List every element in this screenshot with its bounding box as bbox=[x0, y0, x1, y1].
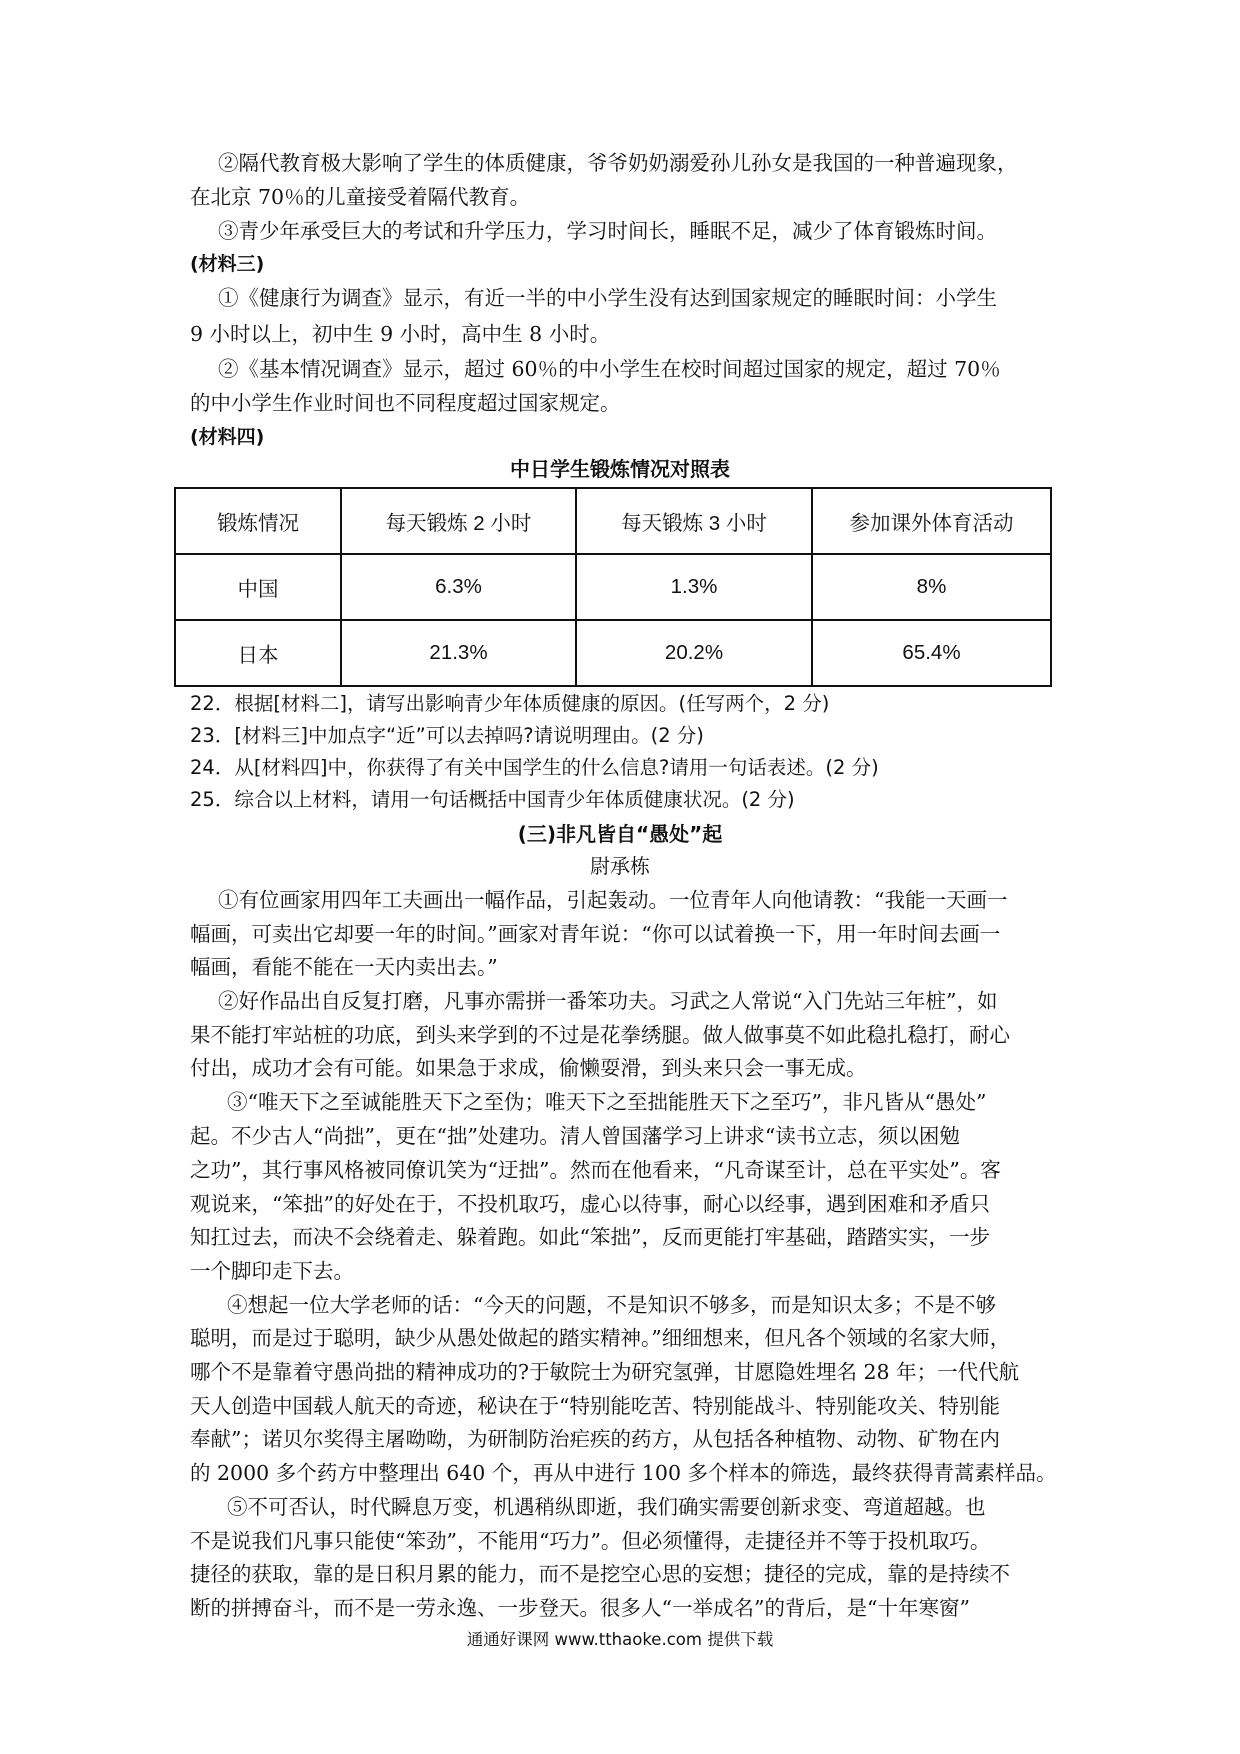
text-line: 捷径的获取，靠的是日积月累的能力，而不是挖空心思的妄想；捷径的完成，靠的是持续不 bbox=[190, 1562, 1010, 1586]
table-cell: 1.3% bbox=[576, 554, 812, 620]
text-line: 幅画，看能不能在一天内卖出去。” bbox=[190, 955, 498, 979]
material-heading: (材料三) bbox=[190, 253, 265, 275]
table-header-cell: 锻炼情况 bbox=[175, 488, 341, 554]
question-22: 22．根据[材料二]，请写出影响青少年体质健康的原因。(任写两个，2 分) bbox=[190, 692, 830, 715]
table-header-cell: 每天锻炼 3 小时 bbox=[576, 488, 812, 554]
text-line: 哪个不是靠着守愚尚拙的精神成功的?于敏院士为研究氢弹，甘愿隐姓埋名 28 年；一代代航 bbox=[190, 1360, 1020, 1384]
text-line: 的 2000 多个药方中整理出 640 个，再从中进行 100 多个样本的筛选，最终获得青蒿素样品。 bbox=[190, 1461, 1057, 1485]
question-23: 23．[材料三]中加点字“近”可以去掉吗?请说明理由。(2 分) bbox=[190, 724, 704, 747]
text-line: ⑤不可否认，时代瞬息万变，机遇稍纵即逝，我们确实需要创新求变、弯道超越。也 bbox=[227, 1495, 986, 1519]
text-line: ④想起一位大学老师的话：“今天的问题，不是知识不够多，而是知识太多；不是不够 bbox=[227, 1293, 996, 1317]
table-header-cell: 参加课外体育活动 bbox=[812, 488, 1051, 554]
text-line: 幅画，可卖出它却要一年的时间。”画家对青年说：“你可以试着换一下，用一年时间去画一 bbox=[190, 922, 1001, 946]
text-line: 不是说我们凡事只能使“笨劲”，不能用“巧力”。但必须懂得，走捷径并不等于投机取巧。 bbox=[190, 1529, 991, 1553]
text-line: 起。不少古人“尚拙”，更在“拙”处建功。清人曾国藩学习上讲求“读书立志，须以困勉 bbox=[190, 1124, 960, 1148]
text-line: 聪明，而是过于聪明，缺少从愚处做起的踏实精神。”细细想来，但凡各个领域的名家大师， bbox=[190, 1326, 1011, 1350]
table-title: 中日学生锻炼情况对照表 bbox=[510, 457, 730, 481]
text-line: 天人创造中国载人航天的奇迹，秘诀在于“特别能吃苦、特别能战斗、特别能攻关、特别能 bbox=[190, 1394, 1000, 1418]
table-cell: 21.3% bbox=[341, 620, 576, 686]
table-header-row bbox=[175, 488, 1051, 554]
text-line: 在北京 70％的儿童接受着隔代教育。 bbox=[190, 185, 531, 209]
text-line: 奉献”；诺贝尔奖得主屠呦呦，为研制防治疟疾的药方，从包括各种植物、动物、矿物在内 bbox=[190, 1427, 1000, 1451]
table-cell: 中国 bbox=[175, 554, 341, 620]
table-header-cell: 每天锻炼 2 小时 bbox=[341, 488, 576, 554]
text-line: 观说来，“笨拙”的好处在于，不投机取巧，虚心以待事，耐心以经事，遇到困难和矛盾只 bbox=[190, 1192, 990, 1216]
table-row bbox=[175, 554, 1051, 620]
text-line: ③青少年承受巨大的考试和升学压力，学习时间长，睡眠不足，减少了体育锻炼时间。 bbox=[218, 219, 997, 243]
question-25: 25．综合以上材料，请用一句话概括中国青少年体质健康状况。(2 分) bbox=[190, 788, 795, 811]
text-line: 的中小学生作业时间也不同程度超过国家规定。 bbox=[190, 391, 621, 415]
text-line: ②《基本情况调查》显示，超过 60％的中小学生在校时间超过国家的规定，超过 70％ bbox=[218, 357, 1001, 381]
text-line: ②好作品出自反复打磨，凡事亦需拼一番笨功夫。习武之人常说“入门先站三年桩”，如 bbox=[218, 989, 998, 1013]
comparison-table bbox=[174, 487, 1052, 687]
author: 尉承栋 bbox=[590, 854, 650, 878]
question-24: 24．从[材料四]中，你获得了有关中国学生的什么信息?请用一句话表述。(2 分) bbox=[190, 756, 879, 779]
table-cell: 日本 bbox=[175, 620, 341, 686]
text-line: ②隔代教育极大影响了学生的体质健康，爷爷奶奶溺爱孙儿孙女是我国的一种普遍现象， bbox=[218, 151, 1018, 175]
table-cell: 6.3% bbox=[341, 554, 576, 620]
text-line: 一个脚印走下去。 bbox=[190, 1259, 354, 1283]
material-heading: (材料四) bbox=[190, 426, 265, 448]
table-row bbox=[175, 620, 1051, 686]
text-line: 果不能打牢站桩的功底，到头来学到的不过是花拳绣腿。做人做事莫不如此稳扎稳打，耐心 bbox=[190, 1023, 1010, 1047]
text-line: 知扛过去，而决不会绕着走、躲着跑。如此“笨拙”，反而更能打牢基础，踏踏实实，一步 bbox=[190, 1225, 990, 1249]
table-cell: 8% bbox=[812, 554, 1051, 620]
text-line: 断的拼搏奋斗，而不是一劳永逸、一步登天。很多人“一举成名”的背后，是“十年寒窗” bbox=[190, 1596, 970, 1620]
text-line: ①《健康行为调查》显示，有近一半的中小学生没有达到国家规定的睡眠时间：小学生 bbox=[218, 286, 997, 310]
table-cell: 65.4% bbox=[812, 620, 1051, 686]
table-cell: 20.2% bbox=[576, 620, 812, 686]
text-line: ①有位画家用四年工夫画出一幅作品，引起轰动。一位青年人向他请教：“我能一天画一 bbox=[218, 888, 1008, 912]
text-line: 付出，成功才会有可能。如果急于求成，偷懒耍滑，到头来只会一事无成。 bbox=[190, 1056, 867, 1080]
section-title: (三)非凡皆自“愚处”起 bbox=[517, 822, 723, 846]
text-line: 9 小时以上，初中生 9 小时，高中生 8 小时。 bbox=[190, 322, 611, 346]
text-line: 之功”，其行事风格被同僚讥笑为“迂拙”。然而在他看来，“凡奇谋至计，总在平实处”。客 bbox=[190, 1158, 1001, 1182]
text-line: ③“唯天下之至诚能胜天下之至伪；唯天下之至拙能胜天下之至巧”，非凡皆从“愚处” bbox=[227, 1090, 987, 1114]
footer-source: 通通好课网 www.tthaoke.com 提供下载 bbox=[466, 1630, 774, 1649]
